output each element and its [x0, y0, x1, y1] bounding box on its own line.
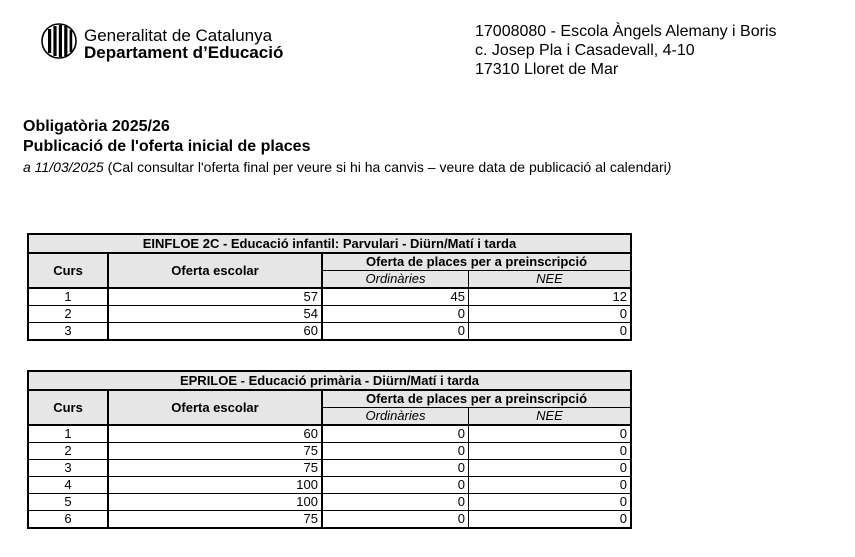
organization-name: [84, 27, 283, 61]
cell-nee: 0: [469, 323, 632, 341]
col-curs-header: Curs: [28, 390, 108, 425]
cell-ordinaries: 0: [322, 494, 469, 511]
col-ordinaries-header: Ordinàries: [322, 408, 469, 426]
table-row: [28, 511, 631, 529]
org-line-1: Generalitat de Catalunya: [84, 26, 273, 45]
level-title: Obligatòria 2025/26: [23, 118, 170, 135]
table-title: EINFLOE 2C - Educació infantil: Parvulari - Diürn/Matí i tarda: [28, 234, 631, 253]
cell-curs: 4: [28, 477, 108, 494]
cell-oferta: 100: [108, 477, 322, 494]
table-row: [28, 477, 631, 494]
note-close: ): [666, 159, 672, 175]
table-row: [28, 425, 631, 443]
cell-oferta: 60: [108, 323, 322, 341]
col-ordinaries-header: Ordinàries: [322, 271, 469, 289]
cell-oferta: 54: [108, 306, 322, 323]
cell-curs: 1: [28, 288, 108, 306]
table-row: [28, 323, 631, 341]
note-open: (: [103, 159, 113, 175]
cell-oferta: 75: [108, 460, 322, 477]
cell-nee: 0: [469, 477, 632, 494]
cell-ordinaries: 0: [322, 443, 469, 460]
col-curs-header: Curs: [28, 253, 108, 288]
cell-curs: 3: [28, 323, 108, 341]
document-titles: [23, 117, 671, 177]
school-name: 17008080 - Escola Àngels Alemany i Boris: [475, 23, 777, 40]
cell-nee: 0: [469, 511, 632, 529]
cell-oferta: 57: [108, 288, 322, 306]
offer-table-primaria: [27, 370, 632, 529]
table-row: [28, 443, 631, 460]
table-row: [28, 460, 631, 477]
cell-curs: 1: [28, 425, 108, 443]
cell-oferta: 100: [108, 494, 322, 511]
table-row: [28, 288, 631, 306]
note-text: Cal consultar l'oferta final per veure si hi ha canvis – veure data de publicació al calendari: [112, 159, 667, 175]
table-row: [28, 494, 631, 511]
col-oferta-header: Oferta escolar: [108, 390, 322, 425]
cell-nee: 0: [469, 443, 632, 460]
col-nee-header: NEE: [469, 271, 632, 289]
cell-ordinaries: 0: [322, 511, 469, 529]
cell-nee: 0: [469, 460, 632, 477]
cell-curs: 3: [28, 460, 108, 477]
publication-note: [23, 157, 671, 177]
col-oferta-header: Oferta escolar: [108, 253, 322, 288]
col-group-header: Oferta de places per a preinscripció: [322, 253, 631, 271]
cell-ordinaries: 45: [322, 288, 469, 306]
cell-nee: 0: [469, 306, 632, 323]
cell-nee: 12: [469, 288, 632, 306]
cell-curs: 2: [28, 443, 108, 460]
school-address: [475, 22, 777, 79]
cell-curs: 6: [28, 511, 108, 529]
col-nee-header: NEE: [469, 408, 632, 426]
org-line-2: Departament d’Educació: [84, 43, 284, 62]
school-street: c. Josep Pla i Casadevall, 4-10: [475, 42, 695, 59]
cell-curs: 2: [28, 306, 108, 323]
col-group-header: Oferta de places per a preinscripció: [322, 390, 631, 408]
cell-oferta: 60: [108, 425, 322, 443]
generalitat-bars-icon: [41, 23, 77, 59]
page-title: Publicació de l'oferta inicial de places: [23, 138, 311, 155]
school-city: 17310 Lloret de Mar: [475, 61, 619, 78]
cell-nee: 0: [469, 494, 632, 511]
table-title: EPRILOE - Educació primària - Diürn/Matí i tarda: [28, 371, 631, 390]
cell-ordinaries: 0: [322, 323, 469, 341]
cell-ordinaries: 0: [322, 477, 469, 494]
table-row: [28, 306, 631, 323]
cell-ordinaries: 0: [322, 460, 469, 477]
cell-nee: 0: [469, 425, 632, 443]
cell-ordinaries: 0: [322, 425, 469, 443]
cell-oferta: 75: [108, 443, 322, 460]
offer-table-infantil: [27, 233, 632, 341]
cell-oferta: 75: [108, 511, 322, 529]
cell-ordinaries: 0: [322, 306, 469, 323]
cell-curs: 5: [28, 494, 108, 511]
publication-date: a 11/03/2025: [23, 159, 104, 175]
